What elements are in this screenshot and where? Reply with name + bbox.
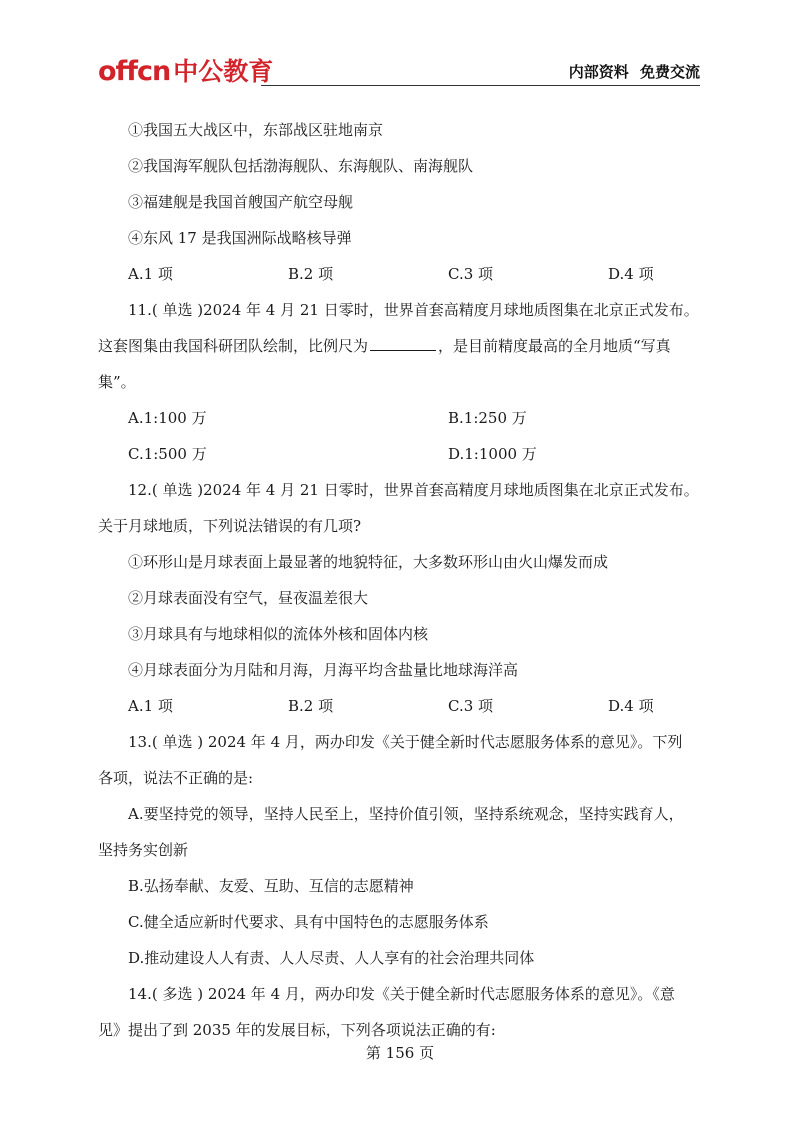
q12-option-c: C.3 项 bbox=[448, 697, 494, 715]
q14-stem-line-2: 见》提出了到 2035 年的发展目标，下列各项说法正确的有: bbox=[98, 1021, 496, 1039]
q12-option-b: B.2 项 bbox=[288, 697, 334, 715]
page-header bbox=[98, 55, 700, 89]
q10-option-c: C.3 项 bbox=[448, 265, 494, 283]
q10-option-a: A.1 项 bbox=[128, 265, 173, 283]
header-tag-free: 免费交流 bbox=[639, 63, 700, 81]
q11-stem-line-2 bbox=[98, 336, 671, 356]
q11-option-d: D.1:1000 万 bbox=[448, 445, 537, 463]
logo-chinese-text: 中公教育 bbox=[173, 57, 274, 86]
q11-stem-line-1: 11.( 单选 )2024 年 4 月 21 日零时，世界首套高精度月球地质图集在北京正式发布。 bbox=[128, 301, 699, 319]
page-number: 第 156 页 bbox=[365, 1044, 435, 1062]
q10-statement-3: ③福建舰是我国首艘国产航空母舰 bbox=[128, 193, 354, 211]
q11-option-a: A.1:100 万 bbox=[128, 409, 207, 427]
header-tagline bbox=[569, 61, 700, 82]
q13-option-a-line-1: A.要坚持党的领导，坚持人民至上，坚持价值引领，坚持系统观念，坚持实践育人， bbox=[128, 805, 684, 823]
q10-statement-4: ④东风 17 是我国洲际战略核导弹 bbox=[128, 229, 352, 247]
q12-stem-line-1: 12.( 单选 )2024 年 4 月 21 日零时，世界首套高精度月球地质图集在北京正式发布。 bbox=[128, 481, 699, 499]
q12-option-a: A.1 项 bbox=[128, 697, 173, 715]
q11-stem-before-blank: 这套图集由我国科研团队绘制，比例尺为 bbox=[98, 337, 369, 355]
header-divider bbox=[261, 85, 700, 86]
q11-stem-line-3: 集”。 bbox=[98, 373, 136, 391]
q11-stem-after-blank: ，是目前精度最高的全月地质“写真 bbox=[438, 337, 671, 355]
q11-option-c: C.1:500 万 bbox=[128, 445, 207, 463]
header-tag-internal: 内部资料 bbox=[568, 63, 629, 81]
q14-stem-line-1: 14.( 多选 ) 2024 年 4 月，两办印发《关于健全新时代志愿服务体系的意见》。《意 bbox=[128, 985, 675, 1003]
q11-option-b: B.1:250 万 bbox=[448, 409, 527, 427]
q12-statement-2: ②月球表面没有空气，昼夜温差很大 bbox=[128, 589, 369, 607]
q13-option-d: D.推动建设人人有责、人人尽责、人人享有的社会治理共同体 bbox=[128, 949, 535, 967]
q10-statement-1: ①我国五大战区中，东部战区驻地南京 bbox=[128, 121, 384, 139]
offcn-logo bbox=[98, 55, 273, 89]
q13-stem-line-2: 各项，说法不正确的是: bbox=[98, 769, 254, 787]
q13-option-a-line-2: 坚持务实创新 bbox=[98, 841, 189, 859]
q13-option-b: B.弘扬奉献、友爱、互助、互信的志愿精神 bbox=[128, 877, 414, 895]
q10-option-d: D.4 项 bbox=[608, 265, 654, 283]
q12-statement-3: ③月球具有与地球相似的流体外核和固体内核 bbox=[128, 625, 429, 643]
q10-statement-2: ②我国海军舰队包括渤海舰队、东海舰队、南海舰队 bbox=[128, 157, 474, 175]
q12-statement-4: ④月球表面分为月陆和月海，月海平均含盐量比地球海洋高 bbox=[128, 661, 519, 679]
q10-option-b: B.2 项 bbox=[288, 265, 334, 283]
q13-option-c: C.健全适应新时代要求、具有中国特色的志愿服务体系 bbox=[128, 913, 489, 931]
q12-stem-line-2: 关于月球地质，下列说法错误的有几项? bbox=[98, 517, 362, 535]
logo-latin-text: offcn bbox=[98, 56, 171, 87]
q11-answer-blank bbox=[370, 336, 436, 351]
q13-stem-line-1: 13.( 单选 ) 2024 年 4 月，两办印发《关于健全新时代志愿服务体系的意见》。下列 bbox=[128, 733, 683, 751]
q12-option-d: D.4 项 bbox=[608, 697, 654, 715]
q12-statement-1: ①环形山是月球表面上最显著的地貌特征，大多数环形山由火山爆发而成 bbox=[128, 553, 609, 571]
